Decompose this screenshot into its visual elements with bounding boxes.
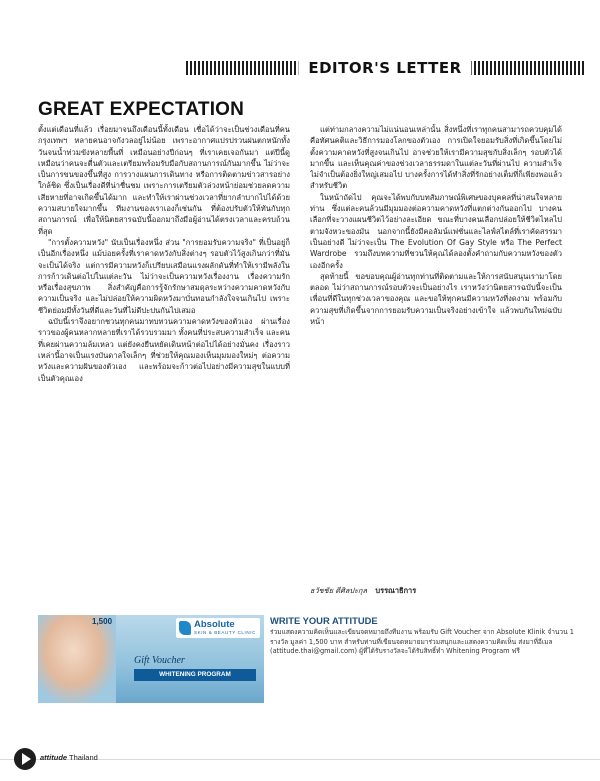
- article-paragraph: แต่ท่ามกลางความไม่แน่นอนเหล่านั้น สิ่งหนึ่งที่เราทุกคนสามารถควบคุมได้คือทัศนคติและวิธีการมองโลกของตัวเอง การเปิดใจยอมรับสิ่งที่เกิดขึ้นโดยไม่ตั้งความคาดหวังที่สูงจนเกินไป อาจช่วยให้เรามีความสุขกับสิ่งเล็กๆ รอบตัวได้มากขึ้น และเห็นคุณค่าของช่วงเวลาธรรมดาในแต่ละวันที่ผ่านไป ความสำเร็จไม่จำเป็นต้องยิ่งใหญ่เสมอไป บางครั้งการได้ทำสิ่งที่รักอย่างเต็มที่ก็เพียงพอแล้วสำหรับชีวิต: [310, 125, 562, 191]
- ad-title: WRITE YOUR ATTITUDE: [270, 615, 378, 626]
- footer-brand-name: attitude: [40, 753, 68, 762]
- article-paragraph: ฉบับนี้เราจึงอยากชวนทุกคนมาทบทวนความคาดหวังของตัวเอง ผ่านเรื่องราวของผู้คนหลากหลายที่เราได้รวบรวมมา ทั้งคนที่ประสบความสำเร็จ และคนที่เคยผ่านความล้มเหลว แต่ยังคงยืนหยัดเดินหน้าต่อไปได้อย่างมั่นคง เรื่องราวเหล่านี้อาจเป็นแรงบันดาลใจเล็กๆ ที่ช่วยให้คุณมองเห็นมุมมองใหม่ๆ ต่อความหวังและความฝันของตัวเอง และพร้อมจะก้าวต่อไปอย่างมีความสุขในแบบที่เป็นตัวคุณเอง: [38, 317, 290, 383]
- ad-promo-image: [38, 615, 264, 703]
- ad-copy: [270, 615, 584, 657]
- footer-brand-edition: Thailand: [69, 753, 98, 762]
- ad-brand-logo: [176, 618, 260, 638]
- play-triangle-icon: [22, 753, 31, 765]
- ad-body: ร่วมแสดงความคิดเห็นและเขียนจดหมายถึงทีมงาน พร้อมรับ Gift Voucher จาก Absolute Klinik จำนวน 1 รางวัล มูลค่า 1,500 บาท สำหรับท่านที่เขียนจดหมายมาร่วมสนุกและแสดงความคิดเห็น ส่งมาที่อีเมล (attitude.thai@gmail.com) ผู้ที่ได้รับรางวัลจะได้รับสิทธิ์ทำ Whitening Program ฟรี: [270, 628, 574, 656]
- ad-promo-value: 1,500: [92, 617, 113, 626]
- ad-product-name: Gift Voucher: [134, 655, 185, 666]
- editor-signature: [310, 585, 416, 597]
- article-column-right: [310, 124, 562, 584]
- article-paragraph: "การตั้งความหวัง" นับเป็นเรื่องหนึ่ง ส่วน "การยอมรับความจริง" ที่เป็นอยู่ก็เป็นอีกเรื่องหนึ่ง แม้บ่อยครั้งที่เราคาดหวังกับสิ่งต่างๆ รอบตัวไว้สูงเกินกว่าที่มันจะเป็นได้จริง แต่การมีความหวังก็เปรียบเสมือนแรงผลักดันที่ทำให้เรามีพลังในการก้าวเดินต่อไปในแต่ละวัน ไม่ว่าจะเป็นความหวังเรื่องงาน เรื่องความรัก หรือเรื่องสุขภาพ สิ่งสำคัญคือการรู้จักรักษาสมดุลระหว่างความคาดหวังกับความเป็นจริง และไม่ปล่อยให้ความผิดหวังมาบั่นทอนกำลังใจจนเกินไป เพราะชีวิตย่อมมีทั้งวันที่ดีและวันที่ไม่ดีปะปนกันไปเสมอ: [38, 237, 290, 315]
- article-column-left: [38, 124, 290, 584]
- page-top-margin: [0, 0, 600, 48]
- ad-brand-name: Absolute: [194, 619, 235, 630]
- article-title: GREAT EXPECTATION: [38, 99, 245, 120]
- ad-model-photo: [38, 615, 116, 703]
- article-paragraph: ในหน้าถัดไป คุณจะได้พบกับบทสัมภาษณ์พิเศษของบุคคลที่น่าสนใจหลายท่าน ซึ่งแต่ละคนล้วนมีมุมมองต่อความคาดหวังที่แตกต่างกันออกไป บางคนเลือกที่จะวางแผนชีวิตไว้อย่างละเอียด ขณะที่บางคนเลือกปล่อยให้ชีวิตไหลไปตามจังหวะของมัน นอกจากนี้ยังมีคอลัมน์แฟชั่นและไลฟ์สไตล์ที่เราคัดสรรมาเป็นอย่างดี ไม่ว่าจะเป็น The Evolution Of Gay Style หรือ The Perfect Wardrobe รวมถึงบทความที่ชวนให้คุณได้ลองตั้งคำถามกับความหวังของตัวเองอีกครั้ง: [310, 192, 562, 270]
- footer-brand: [40, 753, 98, 762]
- ad-program-label: WHITENING PROGRAM: [134, 669, 256, 681]
- page-footer: [0, 738, 600, 781]
- signature-name: ธวัชชัย ดีศิลปะกุล: [310, 586, 368, 595]
- article-paragraph: สุดท้ายนี้ ขอขอบคุณผู้อ่านทุกท่านที่ติดตามและให้การสนับสนุนเรามาโดยตลอด ไม่ว่าสถานการณ์รอบตัวจะเป็นอย่างไร เราหวังว่านิตยสารฉบับนี้จะเป็นเพื่อนที่ดีในทุกช่วงเวลาของคุณ และขอให้ทุกคนมีความหวังที่งดงาม พร้อมกับความสุขที่เกิดขึ้นจากการยอมรับความเป็นจริงอย่างเข้าใจ แล้วพบกันใหม่ฉบับหน้า: [310, 271, 562, 327]
- absolute-logo-icon: [179, 621, 191, 635]
- section-banner: [186, 58, 584, 80]
- ad-brand-sub: SKIN & BEAUTY CLINIC: [194, 630, 256, 635]
- section-label: EDITOR'S LETTER: [298, 58, 471, 78]
- signature-role: บรรณาธิการ: [375, 586, 417, 595]
- write-your-attitude-ad: [38, 615, 584, 703]
- article-paragraph: ตั้งแต่เดือนที่แล้ว เรื่อยมาจนถึงเดือนนี้ทั้งเดือน เชื่อได้ว่าจะเป็นช่วงเดือนที่คนกรุงเทพฯ หลายคนอาจกังวลอยู่ไม่น้อย เพราะอากาศแปรปรวนฝนตกหนักทั้งวันจนน้ำท่วมขังหลายพื้นที่ เหมือนอย่างปีก่อนๆ ที่เราเคยเจอกันมา แต่ปีนี้ดูเหมือนว่าคนจะตื่นตัวและเตรียมพร้อมรับมือกับสถานการณ์กันมากขึ้น ไม่ว่าจะเป็นการขนของขึ้นที่สูง การวางแผนการเดินทาง หรือการติดตามข่าวสารอย่างใกล้ชิด ซึ่งเป็นเรื่องดีที่น่าชื่นชม เพราะการเตรียมตัวล่วงหน้าย่อมช่วยลดความเสียหายที่อาจเกิดขึ้นได้มาก และทำให้เราผ่านช่วงเวลาที่ยากลำบากไปได้ด้วยความสบายใจมากขึ้น ทีมงานของเราเองก็เช่นกัน ที่ต้องปรับตัวให้ทันกับทุกสถานการณ์ เพื่อให้นิตยสารฉบับนี้ออกมาถึงมือผู้อ่านได้ตรงเวลาและครบถ้วนที่สุด: [38, 125, 290, 236]
